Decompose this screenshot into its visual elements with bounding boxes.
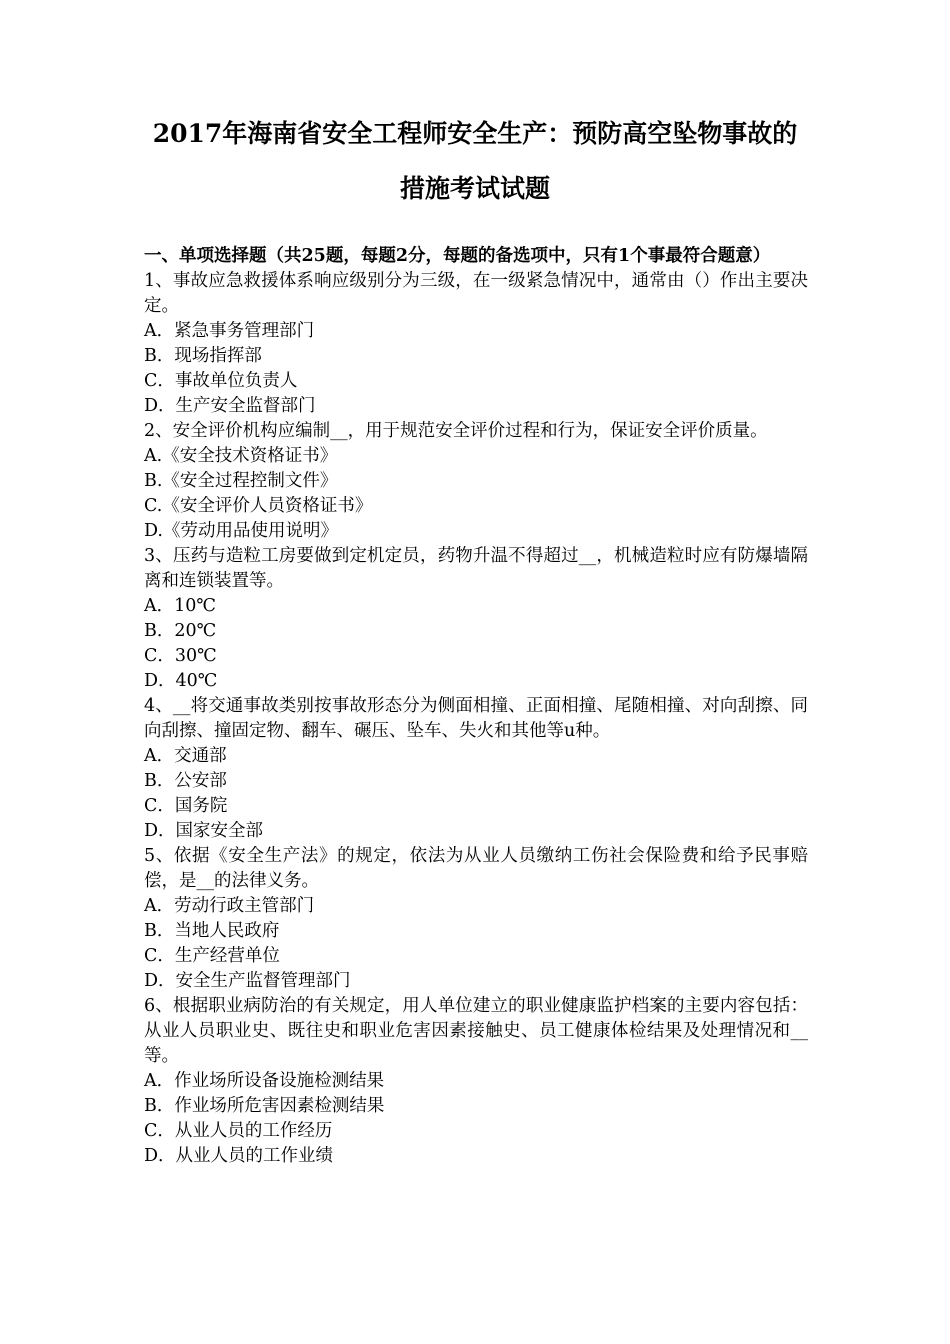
option-a: A．紧急事务管理部门	[144, 321, 315, 341]
option-c: C.《安全评价人员资格证书》	[144, 496, 373, 516]
option-d: D．国家安全部	[144, 821, 264, 841]
option-a: A．10℃	[144, 596, 216, 616]
option-d: D．40℃	[144, 671, 218, 691]
option-c: C．生产经营单位	[144, 946, 280, 966]
option-a: A.《安全技术资格证书》	[144, 446, 338, 466]
question-1	[144, 269, 808, 419]
question-4	[144, 694, 808, 844]
question-6	[144, 994, 808, 1169]
question-5	[144, 844, 808, 994]
question-stem: 1、事故应急救援体系响应级别分为三级，在一级紧急情况中，通常由（）作出主要决定。	[144, 271, 808, 316]
option-c: C．30℃	[144, 646, 217, 666]
option-d: D.《劳动用品使用说明》	[144, 521, 338, 541]
option-b: B．作业场所危害因素检测结果	[144, 1096, 385, 1116]
document-title-line-2: 措施考试试题	[399, 174, 550, 203]
document-body	[144, 244, 808, 1169]
option-b: B．当地人民政府	[144, 921, 280, 941]
option-b: B.《安全过程控制文件》	[144, 471, 338, 491]
option-c: C．事故单位负责人	[144, 371, 298, 391]
question-2	[144, 419, 808, 544]
question-3	[144, 544, 808, 694]
question-stem: 3、压药与造粒工房要做到定机定员，药物升温不得超过__，机械造粒时应有防爆墙隔离和连锁装置等。	[144, 546, 808, 591]
option-a: A．交通部	[144, 746, 227, 766]
question-stem: 6、根据职业病防治的有关规定，用人单位建立的职业健康监护档案的主要内容包括：从业人员职业史、既往史和职业危害因素接触史、员工健康体检结果及处理情况和__等。	[144, 996, 808, 1066]
question-stem: 2、安全评价机构应编制__，用于规范安全评价过程和行为，保证安全评价质量。	[144, 421, 768, 441]
option-c: C．国务院	[144, 796, 228, 816]
section-heading: 一、单项选择题（共25题，每题2分，每题的备选项中，只有1个事最符合题意）	[144, 246, 771, 266]
option-b: B．20℃	[144, 621, 217, 641]
option-d: D．安全生产监督管理部门	[144, 971, 351, 991]
option-b: B．现场指挥部	[144, 346, 262, 366]
option-b: B．公安部	[144, 771, 227, 791]
question-stem: 4、__将交通事故类别按事故形态分为侧面相撞、正面相撞、尾随相撞、对向刮擦、同向刮擦、撞固定物、翻车、碾压、坠车、失火和其他等u种。	[144, 696, 808, 741]
option-d: D．生产安全监督部门	[144, 396, 316, 416]
option-a: A．劳动行政主管部门	[144, 896, 315, 916]
document-title-line-1: 2017年海南省安全工程师安全生产：预防高空坠物事故的	[152, 119, 798, 148]
option-a: A．作业场所设备设施检测结果	[144, 1071, 385, 1091]
option-c: C．从业人员的工作经历	[144, 1121, 333, 1141]
question-stem: 5、依据《安全生产法》的规定，依法为从业人员缴纳工伤社会保险费和给予民事赔偿，是__的法律义务。	[144, 846, 808, 891]
option-d: D．从业人员的工作业绩	[144, 1146, 334, 1166]
